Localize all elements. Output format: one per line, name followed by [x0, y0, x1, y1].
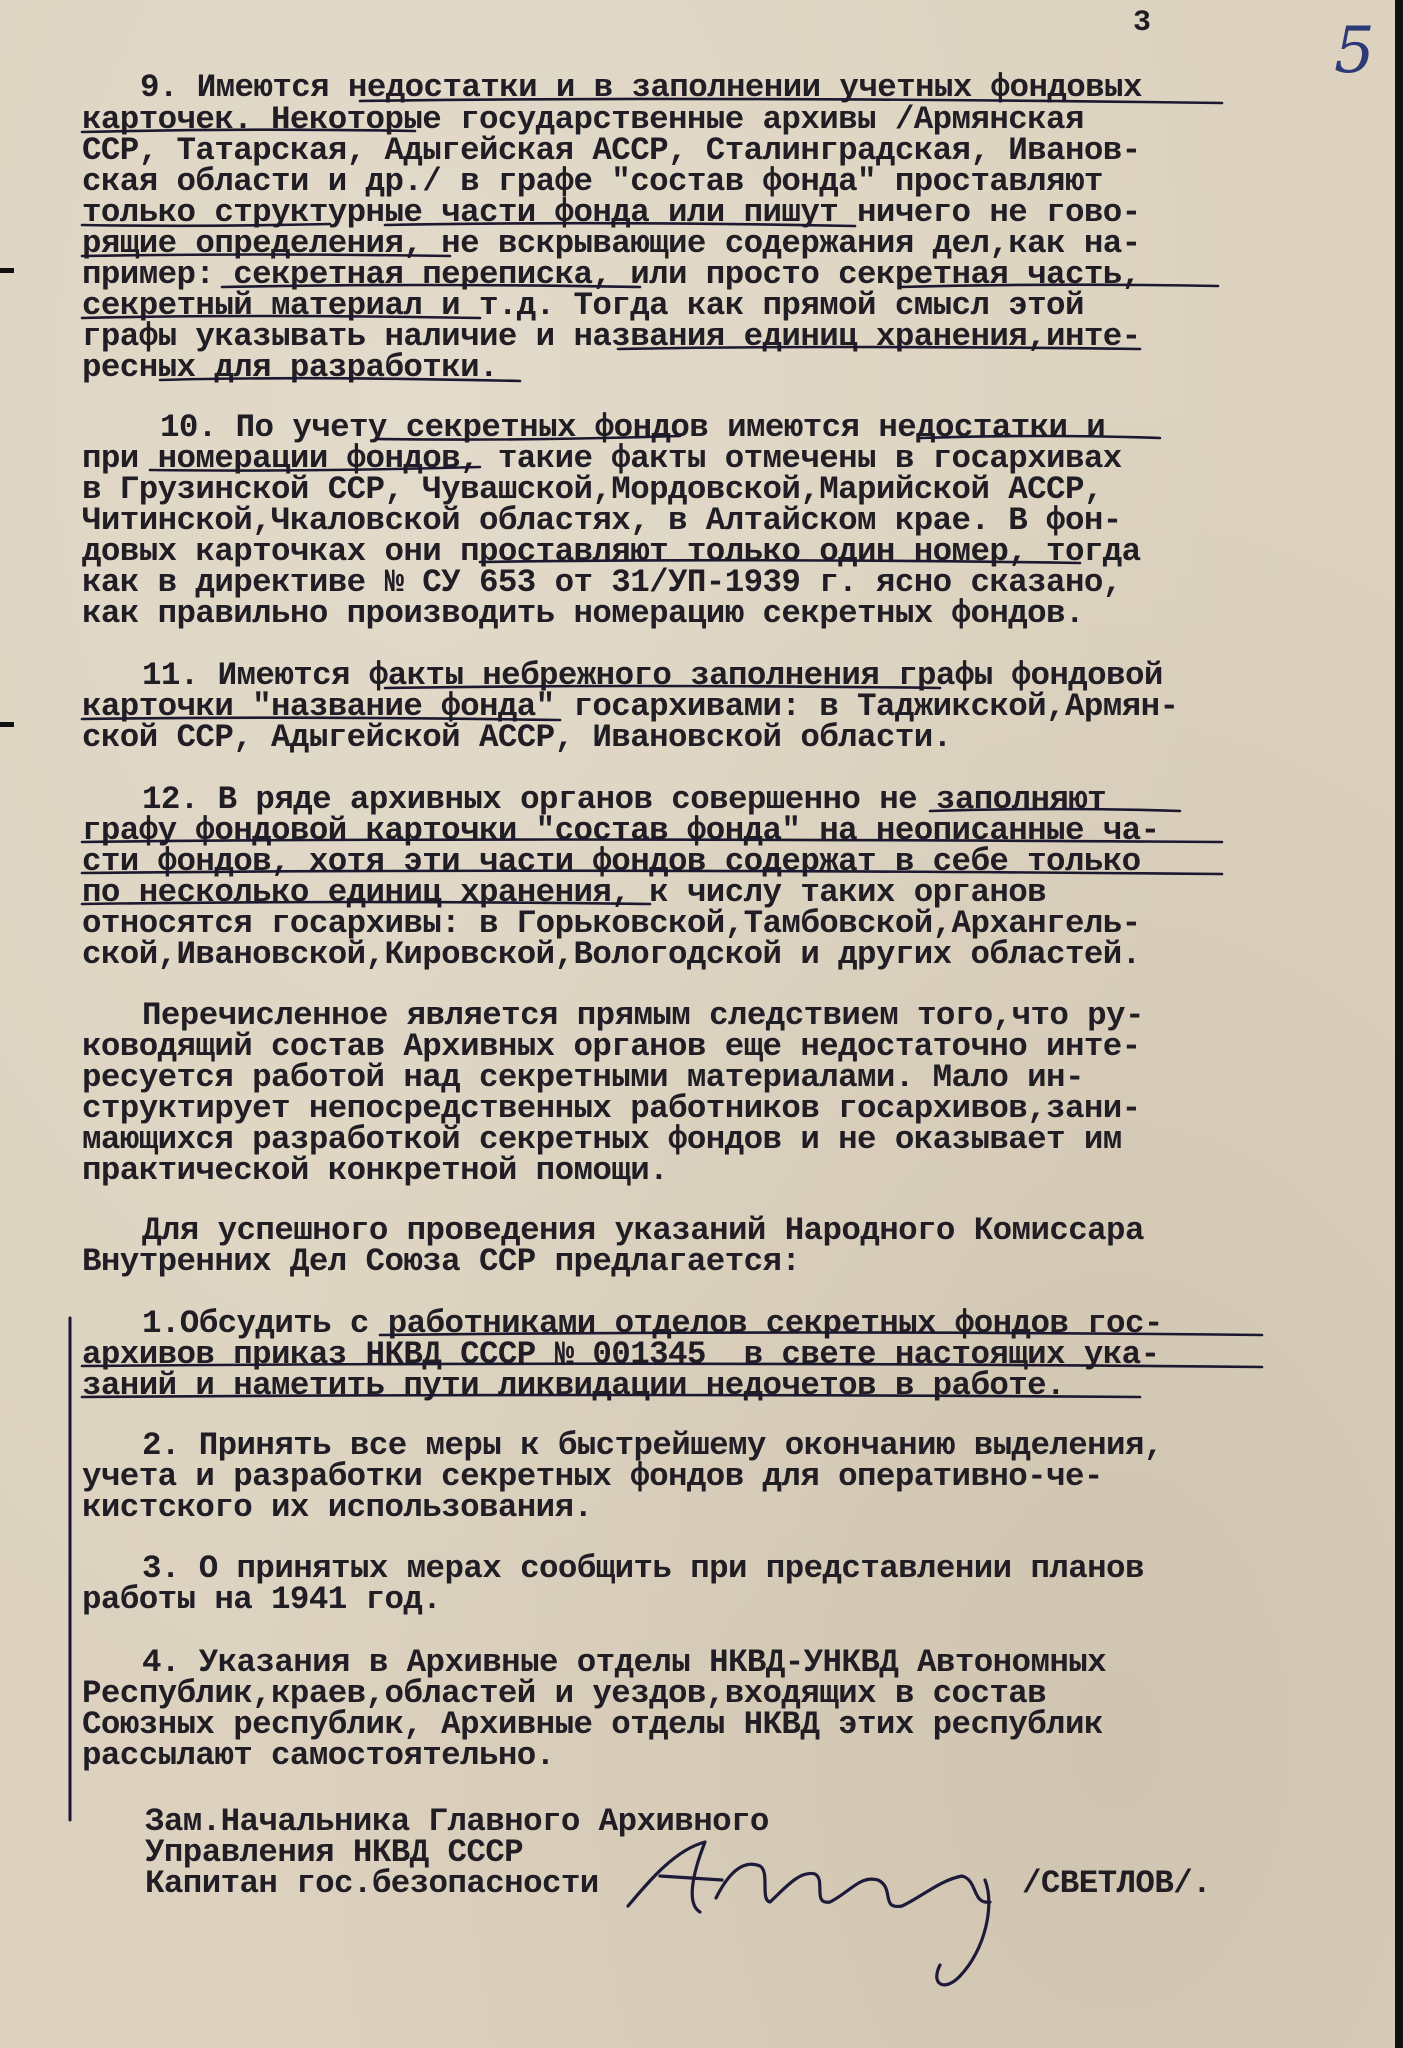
text-line: ССР, Татарская, Адыгейская АССР, Сталинградская, Иванов-	[82, 132, 1141, 169]
text-line: в Грузинской ССР, Чувашской,Мордовской,Марийской АССР,	[82, 471, 1103, 508]
text-line: практической конкретной помощи.	[82, 1152, 668, 1189]
text-line: 4. Указания в Архивные отделы НКВД-УНКВД Автономных	[142, 1644, 1107, 1681]
text-line: графу фондовой карточки "состав фонда" на неописанные ча-	[82, 812, 1160, 849]
text-line: как в директиве № СУ 653 от 31/УП-1939 г. ясно сказано,	[82, 564, 1122, 601]
archive-sheet-number: 5	[1334, 14, 1375, 88]
signatory-name: /СВЕТЛОВ/.	[1022, 1865, 1212, 1902]
text-line: карточки "название фонда" госархивами: в Таджикской,Армян-	[82, 688, 1179, 725]
text-line: как правильно производить номерацию секретных фондов.	[82, 595, 1084, 632]
text-line: рассылают самостоятельно.	[82, 1737, 555, 1774]
text-line: кистского их использования.	[82, 1489, 593, 1526]
text-line: Внутренних Дел Союза ССР предлагается:	[82, 1243, 801, 1280]
page-edge-shadow	[1395, 0, 1403, 2048]
text-line: архивов приказ НКВД СССР № 001345 в свете настоящих ука-	[82, 1336, 1160, 1373]
text-line: 10. По учету секретных фондов имеются недостатки и	[160, 409, 1106, 446]
text-line: ководящий состав Архивных органов еще недостаточно инте-	[82, 1028, 1141, 1065]
text-line: 9. Имеются недостатки и в заполнении учетных фондовых	[140, 69, 1142, 106]
text-line: Для успешного проведения указаний Народного Комиссара	[142, 1212, 1144, 1249]
text-line: Союзных республик, Архивные отделы НКВД этих республик	[82, 1706, 1103, 1743]
text-line: структирует непосредственных работников госархивов,зани-	[82, 1090, 1141, 1127]
text-line: мающихся разработкой секретных фондов и не оказывает им	[82, 1121, 1122, 1158]
text-line: карточек. Некоторые государственные архивы /Армянская	[82, 101, 1084, 138]
text-line: Читинской,Чкаловской областях, в Алтайском крае. В фон-	[82, 502, 1122, 539]
text-line: 1.Обсудить с работниками отделов секретных фондов гос-	[142, 1305, 1163, 1342]
text-line: ресных для разработки.	[82, 349, 498, 386]
text-line: 11. Имеются факты небрежного заполнения графы фондовой	[142, 657, 1163, 694]
text-line: при номерации фондов, такие факты отмечены в госархивах	[82, 440, 1122, 477]
text-line: сти фондов, хотя эти части фондов содержат в себе только	[82, 843, 1141, 880]
text-line: 2. Принять все меры к быстрейшему окончанию выделения,	[142, 1427, 1163, 1464]
text-line: ской ССР, Адыгейской АССР, Ивановской области.	[82, 719, 952, 756]
binder-hole-mark	[0, 722, 14, 727]
handwritten-signature	[628, 1842, 990, 1985]
text-line: 3. О принятых мерах сообщить при представлении планов	[142, 1550, 1144, 1587]
text-line: ресуется работой над секретными материалами. Мало ин-	[82, 1059, 1084, 1096]
text-line: довых карточках они проставляют только один номер, тогда	[82, 533, 1141, 570]
text-line: секретный материал и т.д. Тогда как прямой смысл этой	[82, 287, 1084, 324]
text-line: относятся госархивы: в Горьковской,Тамбовской,Архангель-	[82, 905, 1141, 942]
text-line: ской,Ивановской,Кировской,Вологодской и других областей.	[82, 936, 1141, 973]
text-line: пример: секретная переписка, или просто секретная часть,	[82, 256, 1141, 293]
text-line: по несколько единиц хранения, к числу таких органов	[82, 874, 1047, 911]
text-line: ская области и др./ в графе "состав фонда" проставляют	[82, 163, 1103, 200]
text-line: учета и разработки секретных фондов для оперативно-че-	[82, 1458, 1103, 1495]
text-line: рящие определения, не вскрывающие содержания дел,как на-	[82, 225, 1141, 262]
text-line: работы на 1941 год.	[82, 1581, 442, 1618]
text-line: графы указывать наличие и названия единиц хранения,инте-	[82, 318, 1141, 355]
text-line: только структурные части фонда или пишут ничего не гово-	[82, 194, 1141, 231]
text-line: 12. В ряде архивных органов совершенно не заполняют	[142, 781, 1107, 818]
signatory-title: Управления НКВД СССР	[145, 1834, 524, 1871]
text-line: Перечисленное является прямым следствием того,что ру-	[142, 997, 1144, 1034]
binder-hole-mark	[0, 268, 14, 273]
text-line: заний и наметить пути ликвидации недочетов в работе.	[82, 1367, 1065, 1404]
text-line: Республик,краев,областей и уездов,входящих в состав	[82, 1675, 1047, 1712]
signatory-title: Зам.Начальника Главного Архивного	[145, 1803, 769, 1840]
page-number: 3	[1133, 6, 1152, 40]
signatory-rank: Капитан гос.безопасности	[145, 1865, 599, 1902]
